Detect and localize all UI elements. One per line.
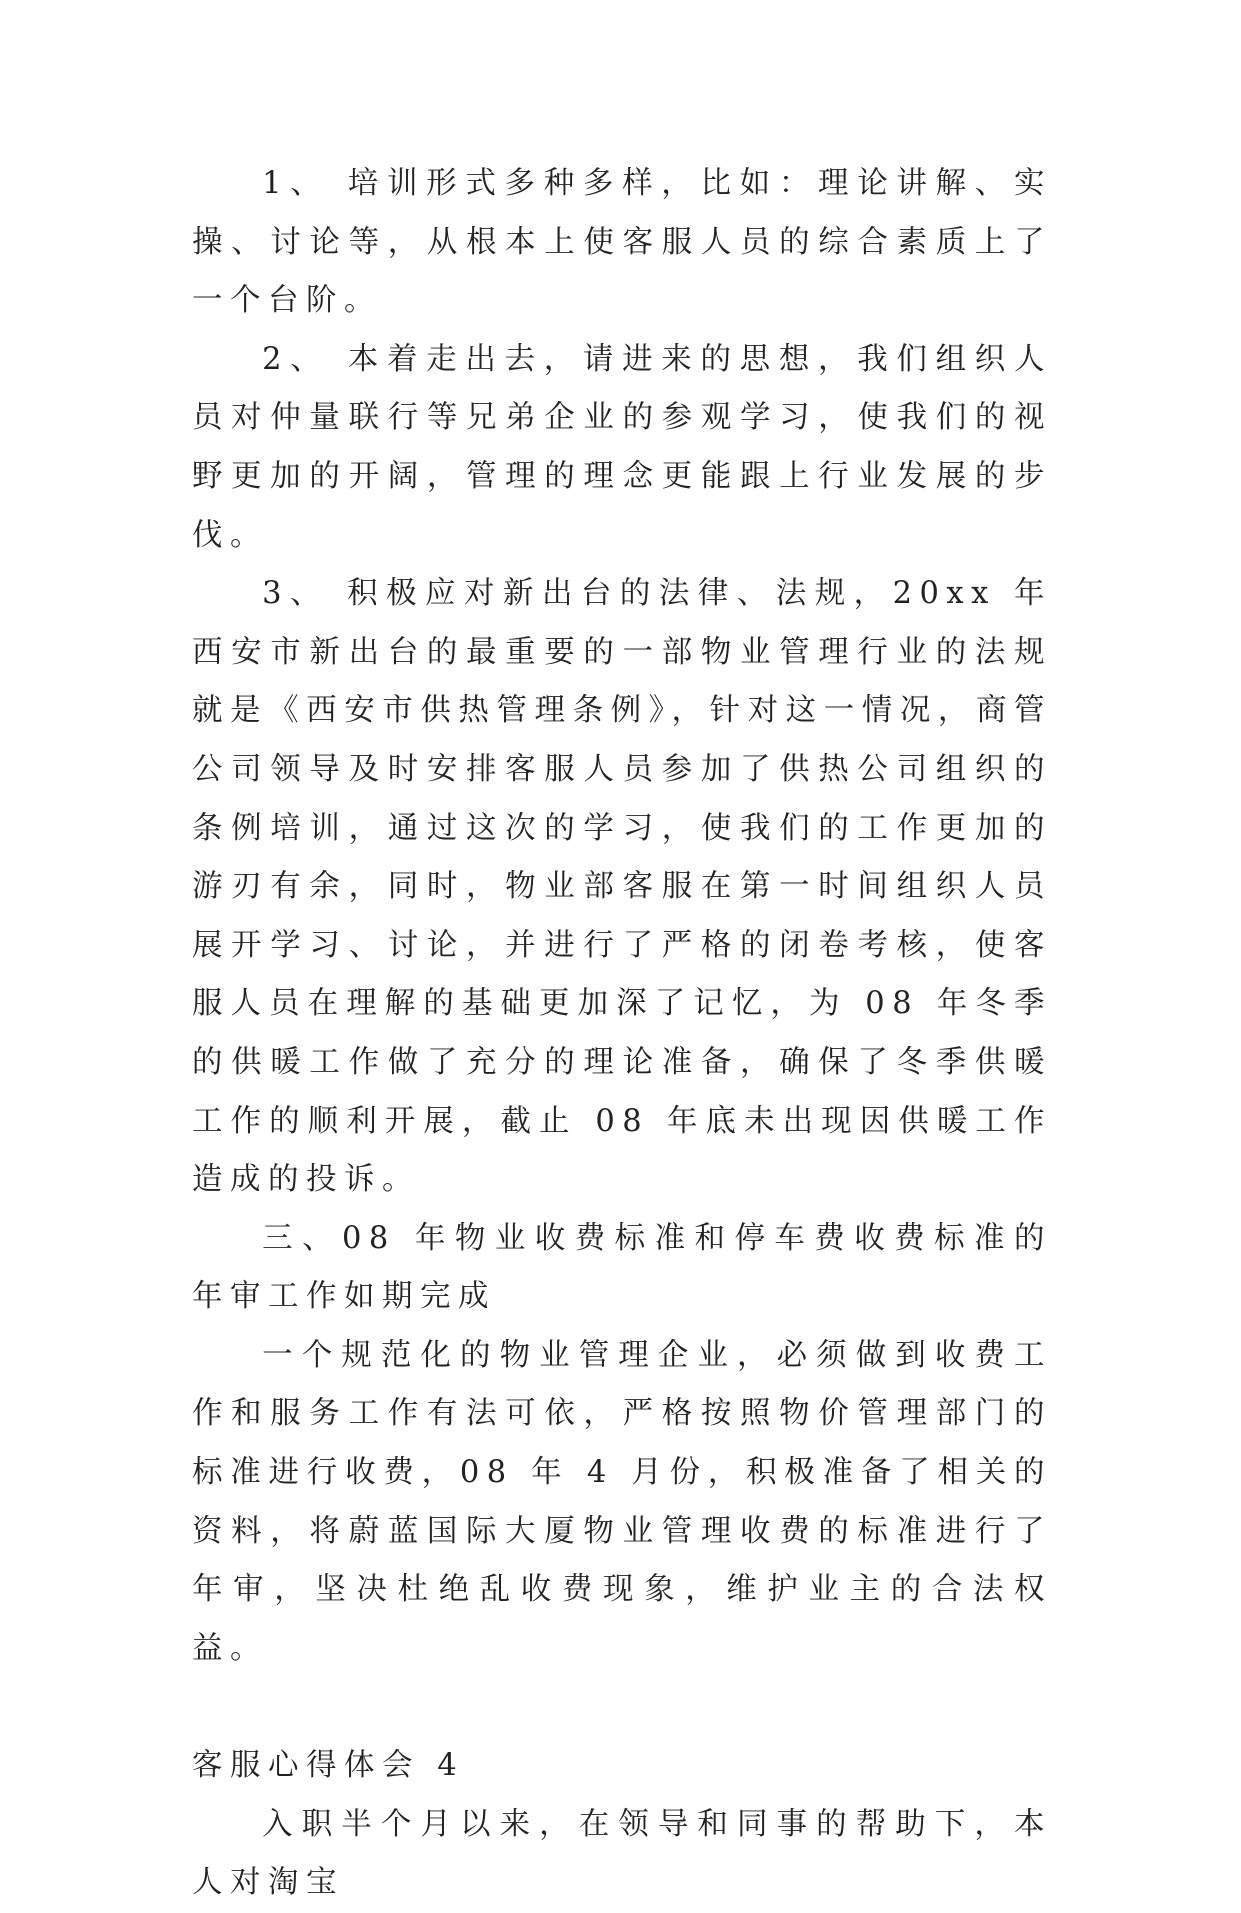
section-heading: 客服心得体会 4 bbox=[192, 1748, 465, 1784]
paragraph-fee-standards: 一个规范化的物业管理企业，必须做到收费工作和服务工作有法可依，严格按照物价管理部门的标准进行收费，08 年 4 月份，积极准备了相关的资料，将蔚蓝国际大厦物业管理收费的标准进行了年审，坚决杜绝乱收费现象，维护业主的合法权益。 bbox=[192, 1337, 1052, 1666]
document-body bbox=[192, 155, 1052, 1913]
paragraph-section-three-title: 三、08 年物业收费标准和停车费收费标准的年审工作如期完成 bbox=[192, 1220, 1052, 1315]
paragraph-visit-study: 2、 本着走出去，请进来的思想，我们组织人员对仲量联行等兄弟企业的参观学习，使我们的视野更加的开阔，管理的理念更能跟上行业发展的步伐。 bbox=[192, 341, 1052, 553]
paragraph-regulations: 3、 积极应对新出台的法律、法规，20xx 年西安市新出台的最重要的一部物业管理行业的法规就是《西安市供热管理条例》，针对这一情况，商管公司领导及时安排客服人员参加了供热公司组织的条例培训，通过这次的学习，使我们的工作更加的游刃有余，同时，物业部客服在第一时间组织人员展开学习、讨论，并进行了严格的闭卷考核，使客服人员在理解的基础更加深了记忆，为 08 年冬季的供暖工作做了充分的理论准备，确保了冬季供暖工作的顺利开展，截止 08 年底未出现因供暖工作造成的投诉。 bbox=[192, 576, 1052, 1198]
paragraph-section-intro: 入职半个月以来，在领导和同事的帮助下，本人对淘宝 bbox=[192, 1806, 1052, 1901]
paragraph-training-forms: 1、 培训形式多种多样，比如：理论讲解、实操、讨论等，从根本上使客服人员的综合素质上了一个台阶。 bbox=[192, 166, 1052, 319]
